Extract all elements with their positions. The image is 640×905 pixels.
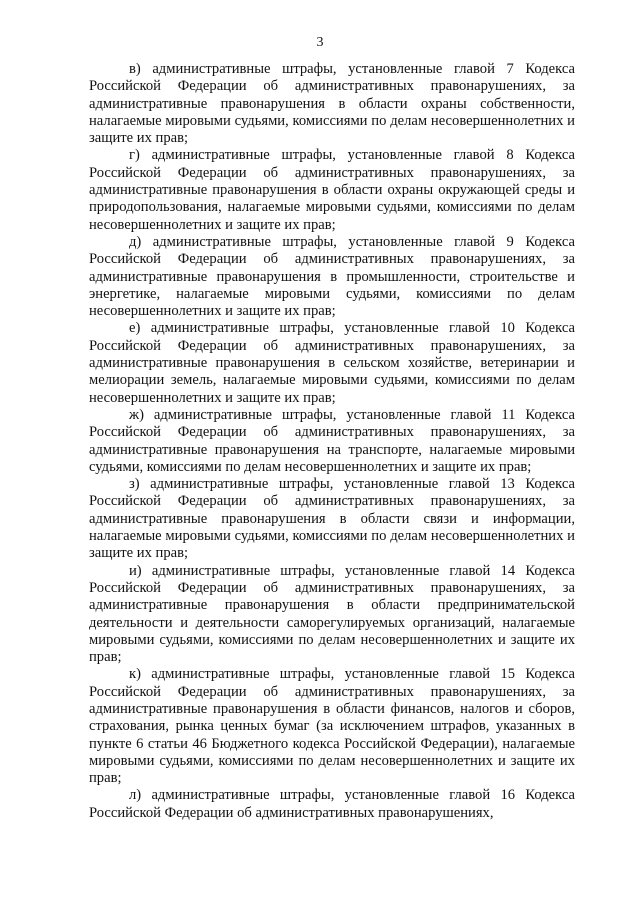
document-body	[89, 61, 575, 822]
paragraph-l: л) административные штрафы, установленные главой 16 Кодекса Российской Федерации об административных правонарушениях,	[89, 787, 575, 821]
paragraph-k: к) административные штрафы, установленные главой 15 Кодекса Российской Федерации об административных правонарушениях, за административные правонарушения в области финансов, налогов и сборов, страхования, рынка ценных бумаг (за исключением штрафов, указанных в пункте 6 статьи 46 Бюджетного кодекса Российской Федерации), налагаемые мировыми судьями, комиссиями по делам несовершеннолетних и защите их прав;	[89, 666, 575, 787]
paragraph-g: г) административные штрафы, установленные главой 8 Кодекса Российской Федерации об административных правонарушениях, за административные правонарушения в области охраны окружающей среды и природопользования, налагаемые мировыми судьями, комиссиями по делам несовершеннолетних и защите их прав;	[89, 147, 575, 233]
paragraph-v: в) административные штрафы, установленные главой 7 Кодекса Российской Федерации об административных правонарушениях, за административные правонарушения в области охраны собственности, налагаемые мировыми судьями, комиссиями по делам несовершеннолетних и защите их прав;	[89, 61, 575, 147]
paragraph-e: е) административные штрафы, установленные главой 10 Кодекса Российской Федерации об административных правонарушениях, за административные правонарушения в сельском хозяйстве, ветеринарии и мелиорации земель, налагаемые мировыми судьями, комиссиями по делам несовершеннолетних и защите их прав;	[89, 320, 575, 406]
paragraph-i: и) административные штрафы, установленные главой 14 Кодекса Российской Федерации об административных правонарушениях, за административные правонарушения в области предпринимательской деятельности и деятельности саморегулируемых организаций, налагаемые мировыми судьями, комиссиями по делам несовершеннолетних и защите их прав;	[89, 562, 575, 666]
paragraph-d: д) административные штрафы, установленные главой 9 Кодекса Российской Федерации об административных правонарушениях, за административные правонарушения в промышленности, строительстве и энергетике, налагаемые мировыми судьями, комиссиями по делам несовершеннолетних и защите их прав;	[89, 233, 575, 320]
paragraph-zh: ж) административные штрафы, установленные главой 11 Кодекса Российской Федерации об административных правонарушениях, за административные правонарушения на транспорте, налагаемые мировыми судьями, комиссиями по делам несовершеннолетних и защите их прав;	[89, 406, 575, 475]
paragraph-z: з) административные штрафы, установленные главой 13 Кодекса Российской Федерации об административных правонарушениях, за административные правонарушения в области связи и информации, налагаемые мировыми судьями, комиссиями по делам несовершеннолетних и защите их прав;	[89, 476, 575, 562]
page-number: 3	[316, 35, 324, 50]
